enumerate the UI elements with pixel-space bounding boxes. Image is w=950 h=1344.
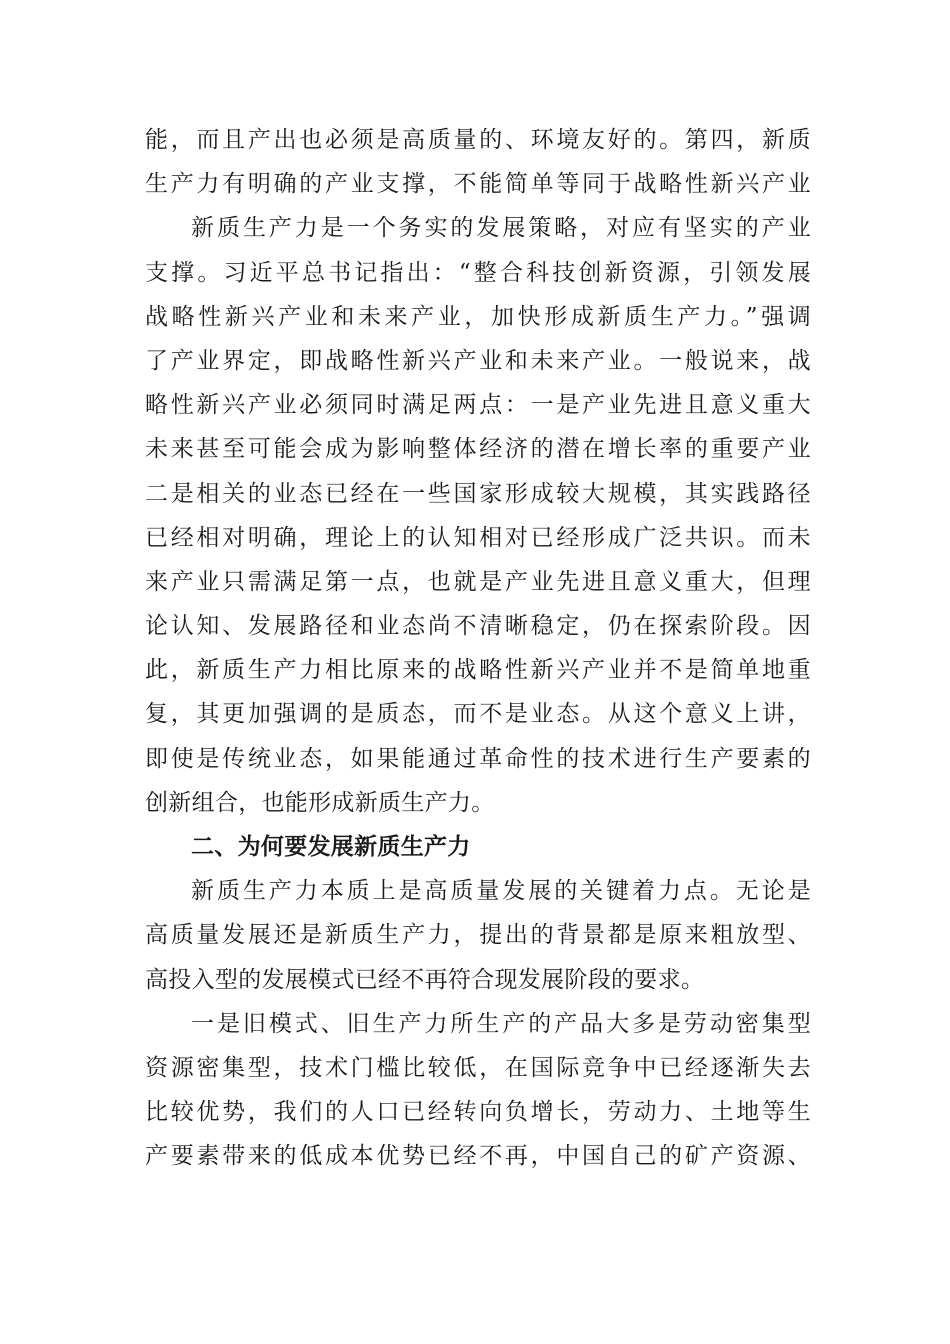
text-line: 论认知、发展路径和业态尚不清晰稳定，仍在探索阶段。因 xyxy=(145,613,811,640)
paragraph-end-line: 创新组合，也能形成新质生产力。 xyxy=(145,789,495,816)
text-line: 来产业只需满足第一点，也就是产业先进且意义重大，但理 xyxy=(145,568,811,595)
paragraph-end-line: 高投入型的发展模式已经不再符合现发展阶段的要求。 xyxy=(145,966,705,993)
text-line: 已经相对明确，理论上的认知相对已经形成广泛共识。而未 xyxy=(145,524,811,551)
text-line: 未来甚至可能会成为影响整体经济的潜在增长率的重要产业 xyxy=(145,436,811,463)
text-line: 二是相关的业态已经在一些国家形成较大规模，其实践路径 xyxy=(145,480,811,507)
text-line: 比较优势，我们的人口已经转向负增长，劳动力、土地等生 xyxy=(145,1099,811,1126)
text-line: 此，新质生产力相比原来的战略性新兴产业并不是简单地重 xyxy=(145,657,811,684)
text-line: 略性新兴产业必须同时满足两点：一是产业先进且意义重大 xyxy=(145,392,811,419)
text-line: 生产力有明确的产业支撑，不能简单等同于战略性新兴产业 xyxy=(145,171,811,198)
text-line: 了产业界定，即战略性新兴产业和未来产业。一般说来，战 xyxy=(145,347,811,374)
paragraph-start-line: 新质生产力本质上是高质量发展的关键着力点。无论是 xyxy=(191,878,811,905)
text-line: 产要素带来的低成本优势已经不再，中国自己的矿产资源、 xyxy=(145,1143,811,1170)
document-body xyxy=(145,118,811,1179)
text-line: 高质量发展还是新质生产力，提出的背景都是原来粗放型、 xyxy=(145,922,811,949)
text-line: 复，其更加强调的是质态，而不是业态。从这个意义上讲， xyxy=(145,701,811,728)
section-heading: 二、为何要发展新质生产力 xyxy=(191,834,471,860)
text-line: 能，而且产出也必须是高质量的、环境友好的。第四，新质 xyxy=(145,127,811,153)
paragraph-start-line: 一是旧模式、旧生产力所生产的产品大多是劳动密集型 xyxy=(191,1010,811,1037)
text-line: 支撑。习近平总书记指出：“整合科技创新资源，引领发展 xyxy=(145,259,811,286)
text-line: 资源密集型，技术门槛比较低，在国际竞争中已经逐渐失去 xyxy=(145,1054,811,1081)
paragraph-start-line: 新质生产力是一个务实的发展策略，对应有坚实的产业 xyxy=(191,215,811,242)
text-line: 战略性新兴产业和未来产业，加快形成新质生产力。”强调 xyxy=(145,303,811,330)
text-line: 即使是传统业态，如果能通过革命性的技术进行生产要素的 xyxy=(145,745,811,772)
